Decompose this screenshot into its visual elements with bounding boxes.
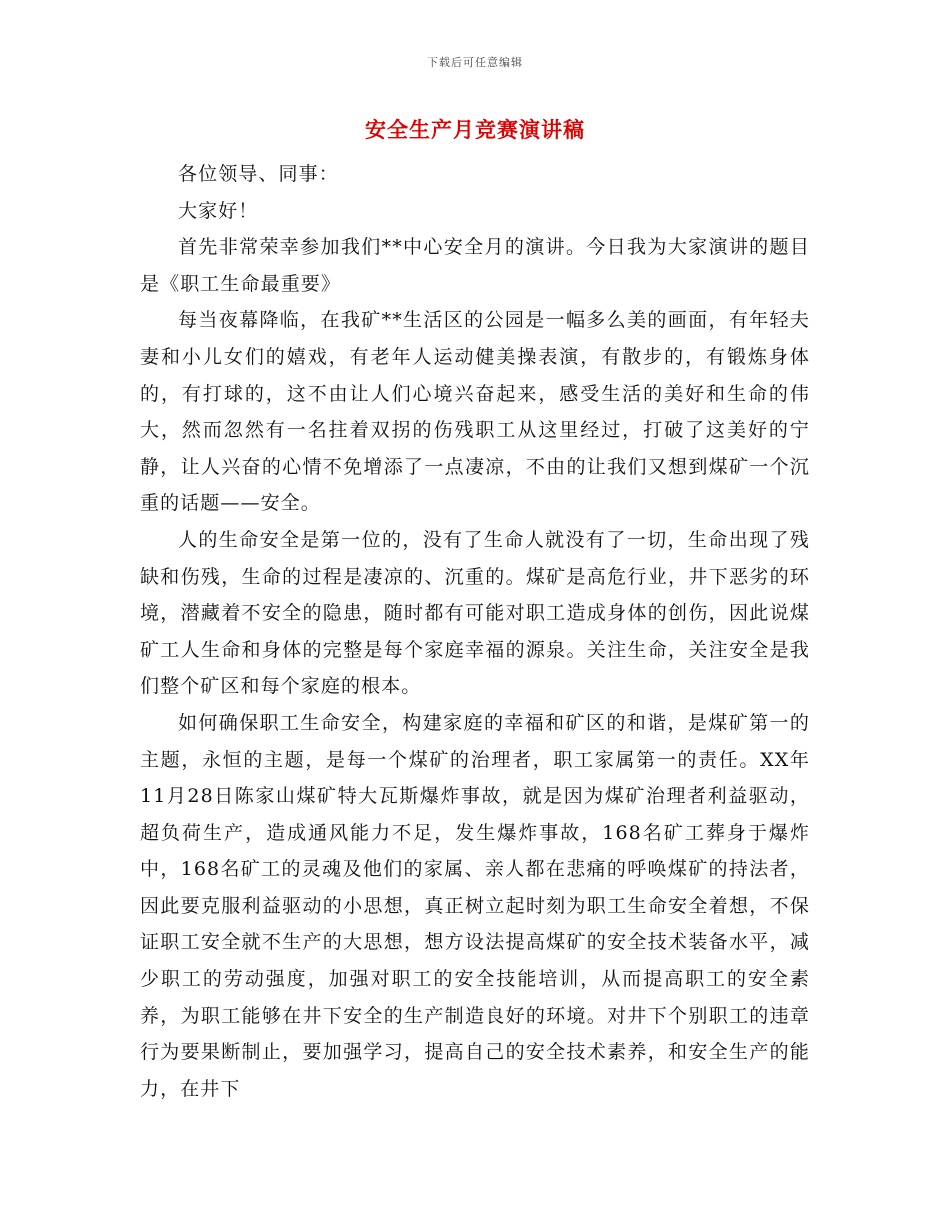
paragraph-greeting: 大家好！ [178, 199, 259, 222]
paragraph-scene: 每当夜幕降临，在我矿**生活区的公园是一幅多么美的画面，有年轻夫妻和小儿女们的嬉戏，有老年人运动健美操表演，有散步的，有锻炼身体的，有打球的，这不由让人们心境兴奋起来，感受生活的美好和生命的伟大，然而忽然有一名拄着双拐的伤残职工从这里经过，打破了这美好的宁静，让人兴奋的心情不免增添了一点凄凉，不由的让我们又想到煤矿一个沉重的话题——安全。 [140, 309, 810, 515]
paragraph-intro: 首先非常荣幸参加我们**中心安全月的演讲。今日我为大家演讲的题目是《职工生命最重要》 [140, 236, 810, 295]
paragraph-salutation: 各位领导、同事： [178, 163, 339, 185]
document-body [140, 156, 810, 1107]
paragraph-measures: 如何确保职工生命安全，构建家庭的幸福和矿区的和谐，是煤矿第一的主题，永恒的主题，是每一个煤矿的治理者，职工家属第一的责任。XX年11月28日陈家山煤矿特大瓦斯爆炸事故，就是因为煤矿治理者利益驱动，超负荷生产，造成通风能力不足，发生爆炸事故，168名矿工葬身于爆炸中，168名矿工的灵魂及他们的家属、亲人都在悲痛的呼唤煤矿的持法者，因此要克服利益驱动的小思想，真正树立起时刻为职工生命安全着想，不保证职工安全就不生产的大思想，想方设法提高煤矿的安全技术装备水平，减少职工的劳动强度，加强对职工的安全技能培训，从而提高职工的安全素养，为职工能够在井下安全的生产制造良好的环境。对井下个别职工的违章行为要果断制止，要加强学习，提高自己的安全技术素养，和安全生产的能力，在井下 [140, 711, 810, 1100]
paragraph-life-safety: 人的生命安全是第一位的，没有了生命人就没有了一切，生命出现了残缺和伤残，生命的过程是凄凉的、沉重的。煤矿是高危行业，井下恶劣的环境，潜藏着不安全的隐患，随时都有可能对职工造成身体的创伤，因此说煤矿工人生命和身体的完整是每个家庭幸福的源泉。关注生命，关注安全是我们整个矿区和每个家庭的根本。 [140, 528, 810, 698]
document-title: 安全生产月竞赛演讲稿 [365, 118, 585, 142]
header-note: 下载后可任意编辑 [427, 56, 523, 69]
